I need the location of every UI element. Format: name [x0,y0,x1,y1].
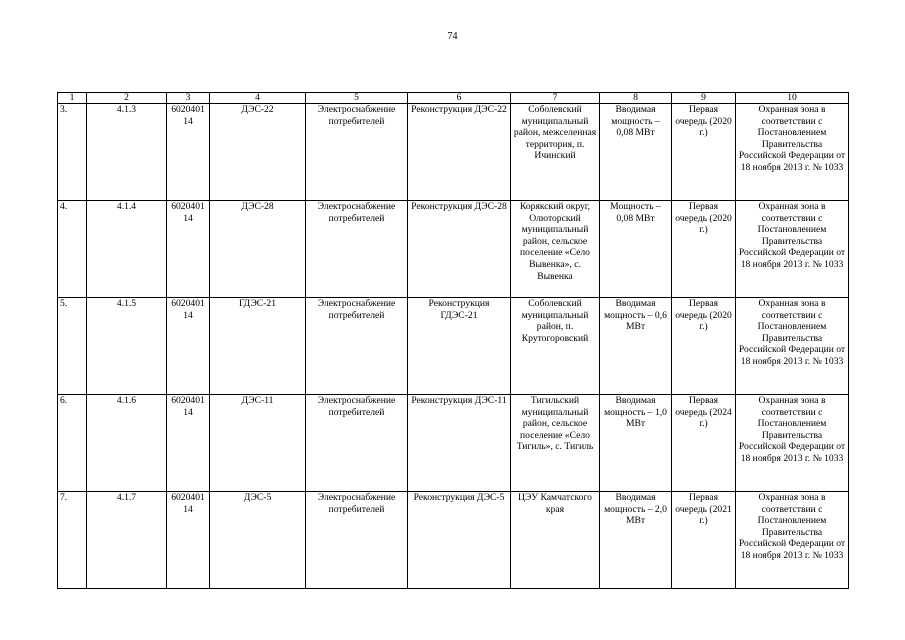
object-location-cell: ЦЭУ Камчатского края [511,492,600,589]
table-row [58,492,849,589]
object-purpose-cell: Электроснабжение потребителей [306,395,408,492]
object-stage-cell: Первая очередь (2021 г.) [672,492,736,589]
object-zone-cell: Охранная зона в соответствии с Постановлением Правительства Российской Федерации от 18 ноября 2013 г. № 1033 [736,104,849,201]
column-number-10: 10 [736,93,849,104]
object-action-cell: Реконструкция ГДЭС-21 [408,298,511,395]
table-row [58,104,849,201]
row-number-cell: 4. [58,201,87,298]
column-number-2: 2 [87,93,167,104]
object-purpose-cell: Электроснабжение потребителей [306,492,408,589]
table-header-row [58,93,849,104]
object-power-cell: Мощность – 0,08 МВт [600,201,672,298]
row-number-cell: 5. [58,298,87,395]
object-name-cell: ДЭС-5 [210,492,306,589]
row-number-cell: 7. [58,492,87,589]
object-location-cell: Тигильский муниципальный район, сельское поселение «Село Тигиль», с. Тигиль [511,395,600,492]
object-kind-code-cell: 6020401 14 [167,201,210,298]
object-purpose-cell: Электроснабжение потребителей [306,201,408,298]
object-action-cell: Реконструкция ДЭС-11 [408,395,511,492]
object-code-cell: 4.1.6 [87,395,167,492]
object-power-cell: Вводимая мощность – 1,0 МВт [600,395,672,492]
object-name-cell: ГДЭС-21 [210,298,306,395]
object-action-cell: Реконструкция ДЭС-22 [408,104,511,201]
object-stage-cell: Первая очередь (2020 г.) [672,298,736,395]
object-power-cell: Вводимая мощность – 0,08 МВт [600,104,672,201]
row-number-cell: 3. [58,104,87,201]
object-location-cell: Корякский округ, Олюторский муниципальный район, сельское поселение «Село Вывенка», с. Вывенка [511,201,600,298]
object-purpose-cell: Электроснабжение потребителей [306,298,408,395]
object-name-cell: ДЭС-28 [210,201,306,298]
row-number-cell: 6. [58,395,87,492]
object-location-cell: Соболевский муниципальный район, межселенная территория, п. Ичинский [511,104,600,201]
object-purpose-cell: Электроснабжение потребителей [306,104,408,201]
object-action-cell: Реконструкция ДЭС-28 [408,201,511,298]
object-stage-cell: Первая очередь (2024 г.) [672,395,736,492]
object-kind-code-cell: 6020401 14 [167,395,210,492]
object-code-cell: 4.1.7 [87,492,167,589]
object-power-cell: Вводимая мощность – 0,6 МВт [600,298,672,395]
object-stage-cell: Первая очередь (2020 г.) [672,104,736,201]
column-number-3: 3 [167,93,210,104]
table-row [58,298,849,395]
column-number-1: 1 [58,93,87,104]
object-zone-cell: Охранная зона в соответствии с Постановлением Правительства Российской Федерации от 18 ноября 2013 г. № 1033 [736,298,849,395]
object-kind-code-cell: 6020401 14 [167,298,210,395]
object-zone-cell: Охранная зона в соответствии с Постановлением Правительства Российской Федерации от 18 ноября 2013 г. № 1033 [736,395,849,492]
column-number-4: 4 [210,93,306,104]
column-number-5: 5 [306,93,408,104]
column-number-6: 6 [408,93,511,104]
object-name-cell: ДЭС-22 [210,104,306,201]
page-number: 74 [447,31,458,42]
object-zone-cell: Охранная зона в соответствии с Постановлением Правительства Российской Федерации от 18 ноября 2013 г. № 1033 [736,201,849,298]
object-name-cell: ДЭС-11 [210,395,306,492]
objects-table [57,92,849,589]
object-power-cell: Вводимая мощность – 2,0 МВт [600,492,672,589]
object-location-cell: Соболевский муниципальный район, п. Крутогоровский [511,298,600,395]
object-kind-code-cell: 6020401 14 [167,104,210,201]
object-code-cell: 4.1.4 [87,201,167,298]
column-number-9: 9 [672,93,736,104]
table-row [58,201,849,298]
object-action-cell: Реконструкция ДЭС-5 [408,492,511,589]
object-code-cell: 4.1.3 [87,104,167,201]
object-code-cell: 4.1.5 [87,298,167,395]
column-number-8: 8 [600,93,672,104]
column-number-7: 7 [511,93,600,104]
object-stage-cell: Первая очередь (2020 г.) [672,201,736,298]
object-kind-code-cell: 6020401 14 [167,492,210,589]
table-row [58,395,849,492]
object-zone-cell: Охранная зона в соответствии с Постановлением Правительства Российской Федерации от 18 ноября 2013 г. № 1033 [736,492,849,589]
